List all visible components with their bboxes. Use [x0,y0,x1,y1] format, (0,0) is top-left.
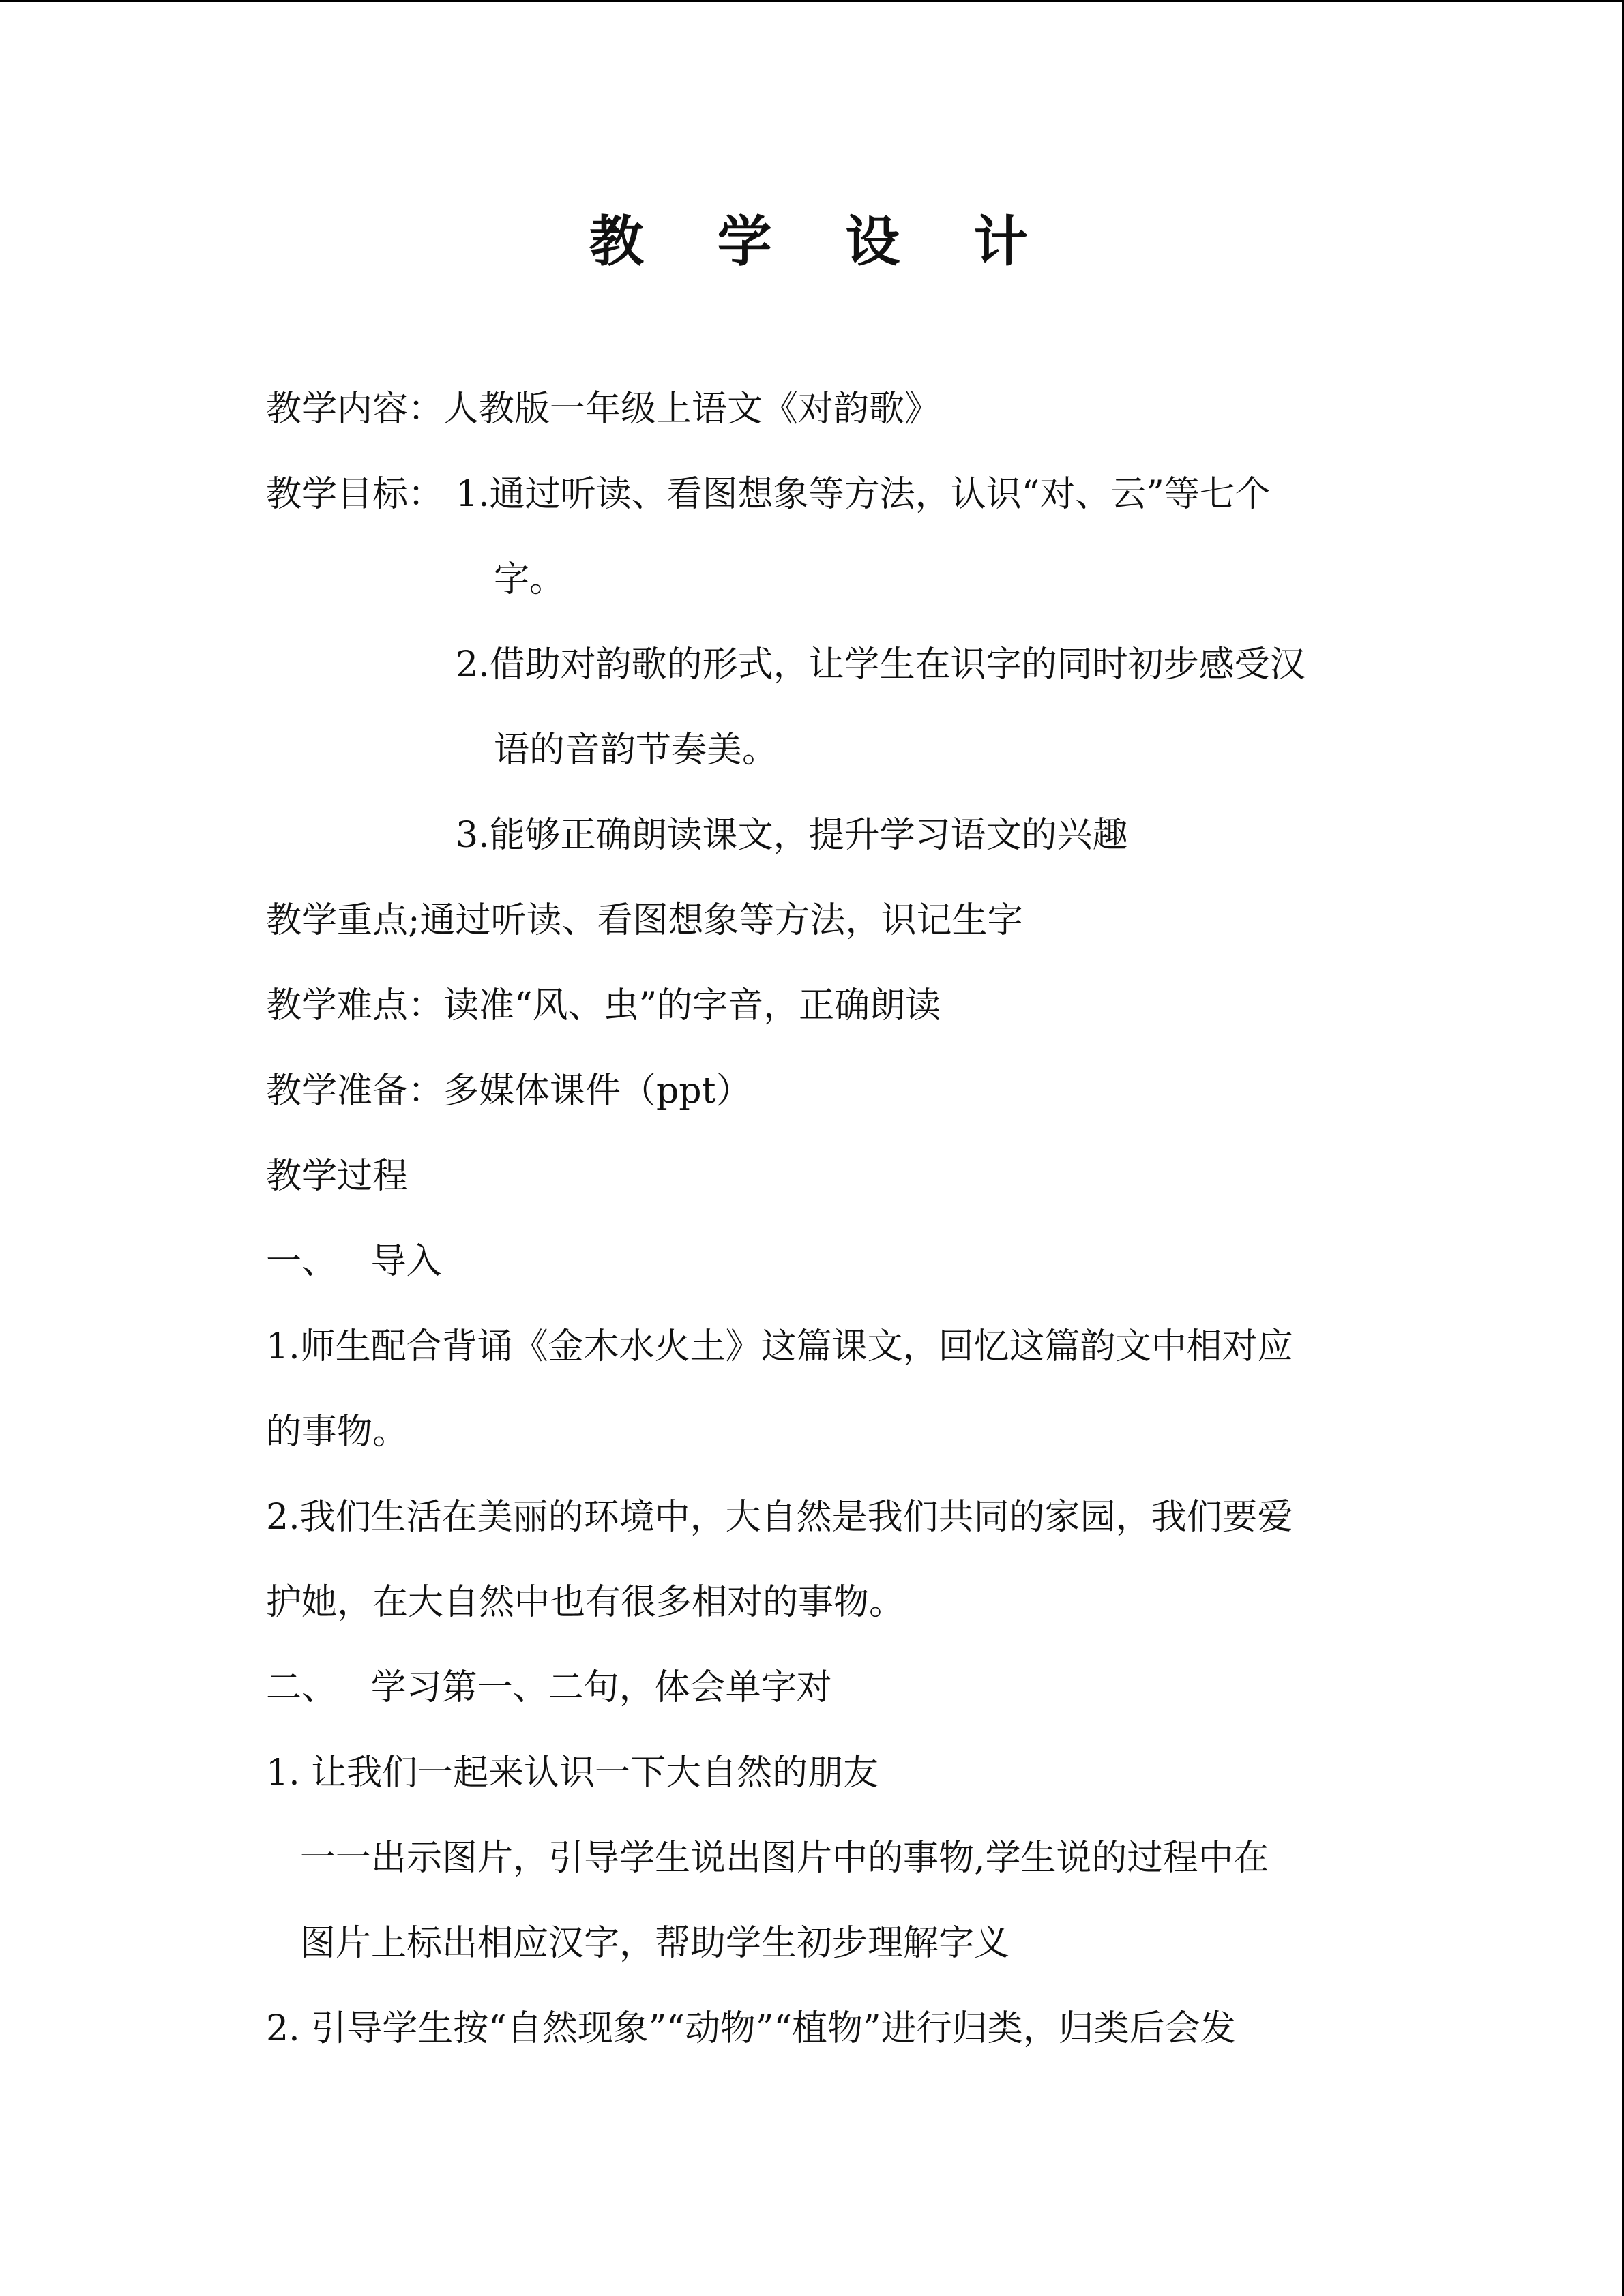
page-title: 教 学 设 计 [589,210,1056,273]
section-1-paragraph-1-line-2: 的事物。 [266,1412,409,1452]
section-1-paragraph-2-line-1: 2.我们生活在美丽的环境中，大自然是我们共同的家园，我们要爱 [266,1497,1293,1538]
objective-1-line-2: 字。 [494,559,565,600]
section-1-paragraph-1-line-1: 1.师生配合背诵《金木水火土》这篇课文，回忆这篇韵文中相对应 [266,1326,1293,1367]
difficulty: 教学难点：读准“风、虫”的字音，正确朗读 [266,985,941,1026]
section-2-paragraph-2: 2. 引导学生按“自然现象”“动物”“植物”进行归类，归类后会发 [266,2008,1236,2049]
objective-3: 3.能够正确朗读课文，提升学习语文的兴趣 [456,815,1128,856]
objectives-label: 教学目标： [266,474,444,515]
top-border [0,0,1624,2]
teaching-content: 教学内容：人教版一年级上语文《对韵歌》 [266,389,941,430]
section-2-heading: 二、 学习第一、二句，体会单字对 [266,1667,832,1708]
process-heading: 教学过程 [266,1156,409,1197]
preparation: 教学准备：多媒体课件（ppt） [266,1071,752,1112]
section-1-heading: 一、 导入 [266,1241,442,1282]
section-1-paragraph-2-line-2: 护她，在大自然中也有很多相对的事物。 [266,1582,905,1623]
key-point: 教学重点;通过听读、看图想象等方法，识记生字 [266,900,1023,941]
objective-1-line-1: 1.通过听读、看图想象等方法，认识“对、云”等七个 [456,474,1271,515]
section-2-paragraph-1-detail-line-2: 图片上标出相应汉字，帮助学生初步理解字义 [300,1923,1010,1964]
section-2-paragraph-1: 1. 让我们一起来认识一下大自然的朋友 [266,1753,879,1793]
objective-2-line-1: 2.借助对韵歌的形式，让学生在识字的同时初步感受汉 [456,644,1305,685]
objective-2-line-2: 语的音韵节奏美。 [494,730,778,771]
section-2-paragraph-1-detail-line-1: 一一出示图片，引导学生说出图片中的事物,学生说的过程中在 [300,1838,1269,1879]
